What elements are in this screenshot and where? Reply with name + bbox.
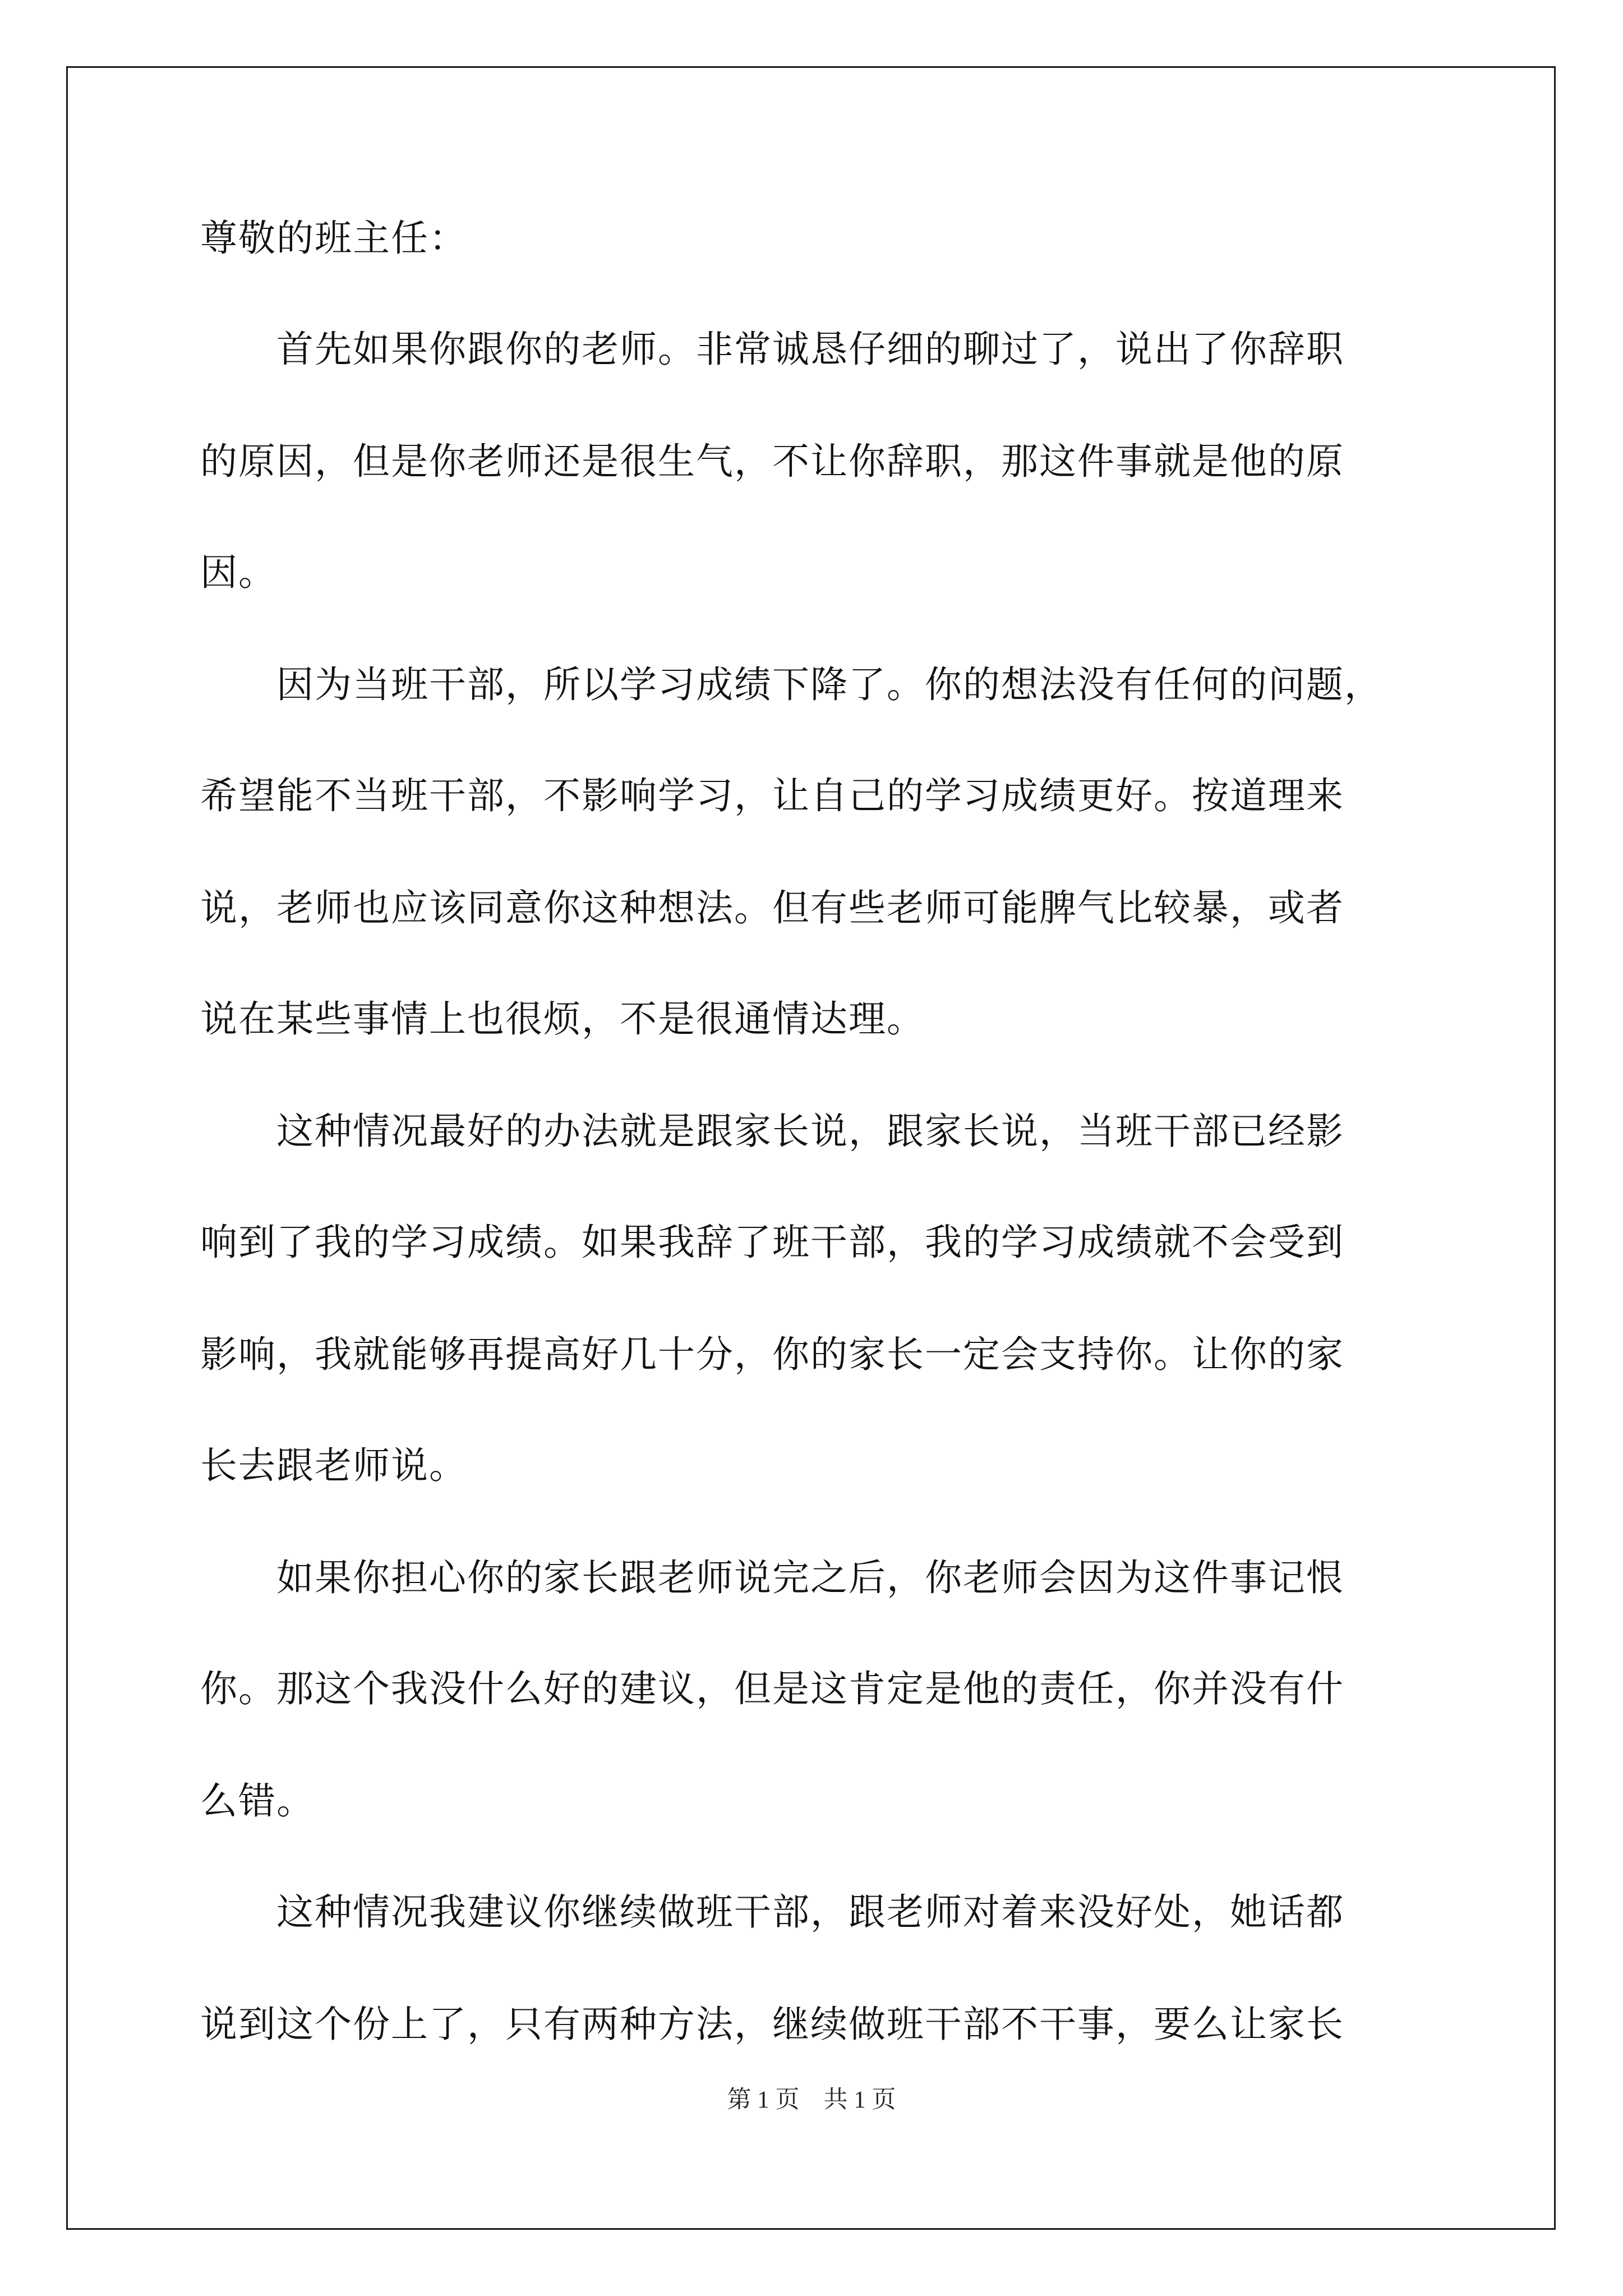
- text-line: 说，老师也应该同意你这种想法。但有些老师可能脾气比较暴，或者: [200, 886, 1344, 930]
- text-line: 的原因，但是你老师还是很生气，不让你辞职，那这件事就是他的原: [200, 440, 1344, 483]
- document-body: [200, 217, 1428, 2046]
- page-number: 第 1 页 共 1 页: [727, 2087, 896, 2113]
- text-line: 首先如果你跟你的老师。非常诚恳仔细的聊过了，说出了你辞职: [200, 328, 1344, 371]
- salutation: 尊敬的班主任：: [200, 217, 467, 260]
- text-line: 希望能不当班干部，不影响学习，让自己的学习成绩更好。按道理来: [200, 774, 1344, 817]
- page-footer: [0, 2088, 1623, 2112]
- text-line: 这种情况最好的办法就是跟家长说，跟家长说，当班干部已经影: [200, 1110, 1344, 1153]
- text-line: 说在某些事情上也很烦，不是很通情达理。: [200, 997, 925, 1041]
- text-line: 你。那这个我没什么好的建议，但是这肯定是他的责任，你并没有什: [200, 1667, 1344, 1710]
- text-line: 么错。: [200, 1779, 315, 1823]
- text-line: 这种情况我建议你继续做班干部，跟老师对着来没好处，她话都: [200, 1890, 1344, 1934]
- text-line: 因为当班干部，所以学习成绩下降了。你的想法没有任何的问题，: [200, 663, 1382, 706]
- text-line: 说到这个份上了，只有两种方法，继续做班干部不干事，要么让家长: [200, 2003, 1344, 2046]
- text-line: 影响，我就能够再提高好几十分，你的家长一定会支持你。让你的家: [200, 1333, 1344, 1376]
- text-line: 长去跟老师说。: [200, 1444, 467, 1487]
- text-line: 响到了我的学习成绩。如果我辞了班干部，我的学习成绩就不会受到: [200, 1221, 1344, 1264]
- text-line: 如果你担心你的家长跟老师说完之后，你老师会因为这件事记恨: [200, 1556, 1344, 1599]
- text-line: 因。: [200, 551, 276, 594]
